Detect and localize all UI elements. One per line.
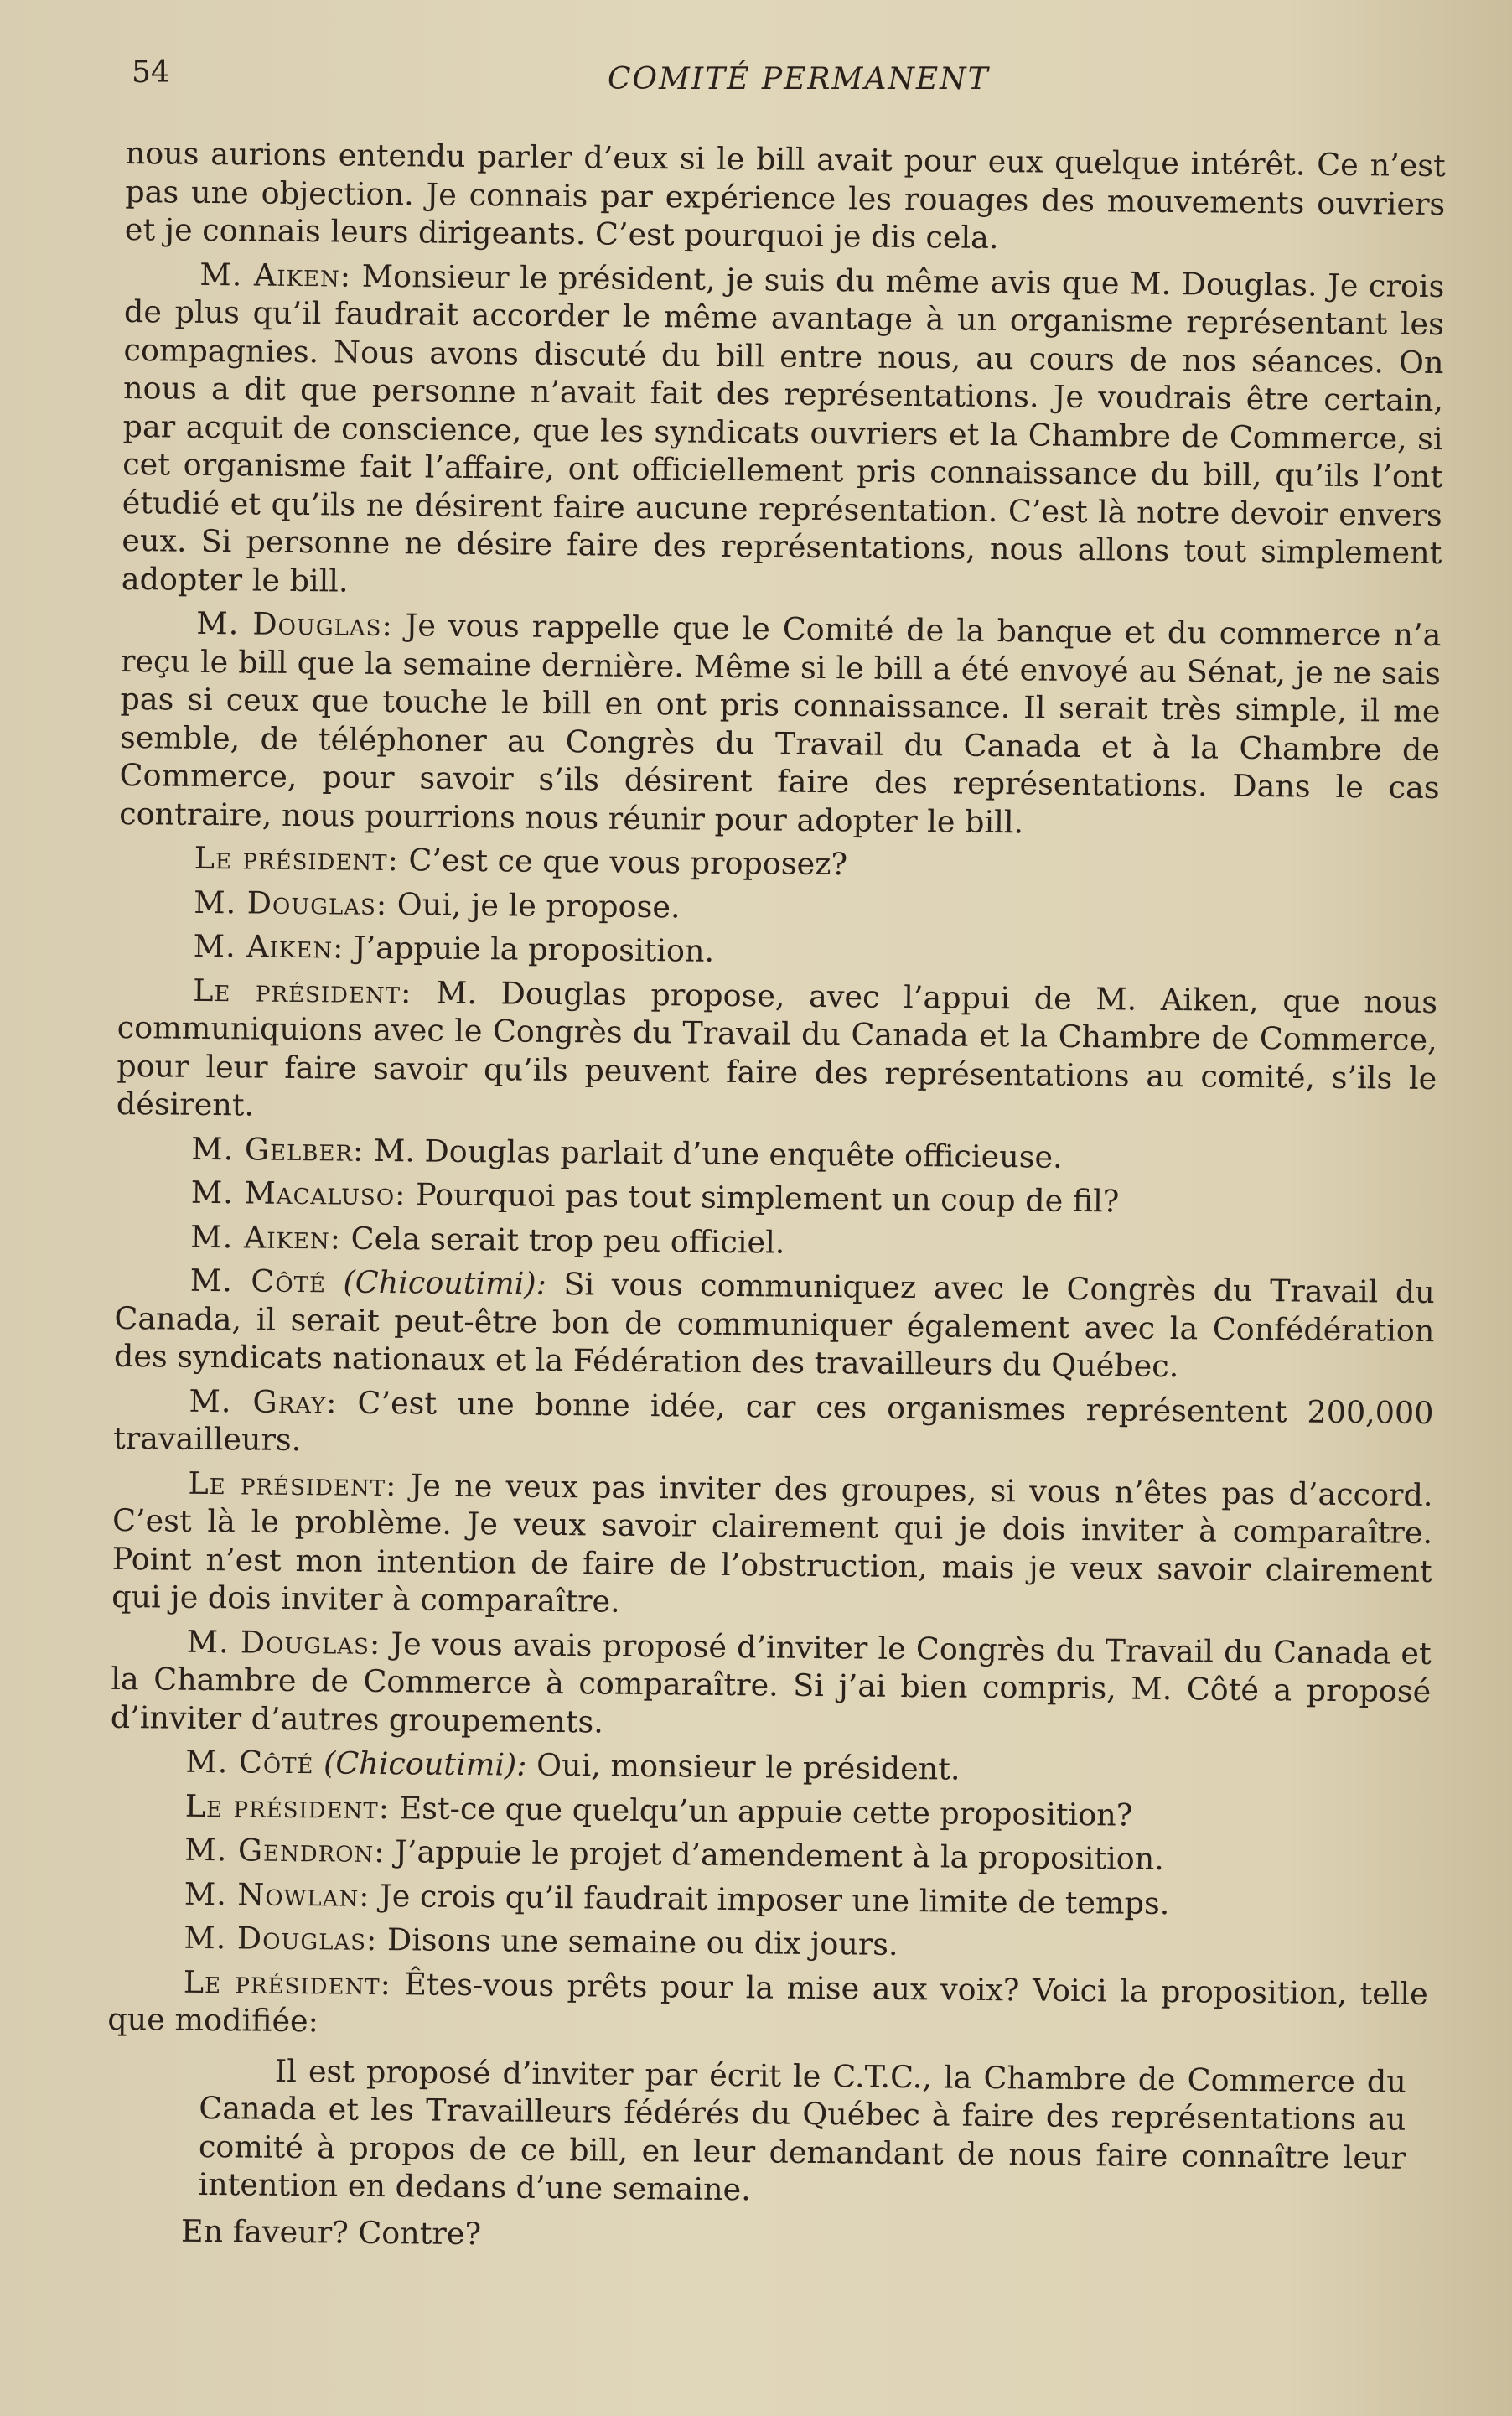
- paragraph: [117, 970, 1438, 1135]
- transcript-body: [106, 134, 1446, 2268]
- speaker-name: Le président:: [184, 1787, 391, 1826]
- paragraph: [116, 1173, 1436, 1224]
- paragraph: [111, 1463, 1433, 1628]
- paragraph-text: Est-ce que quelqu’un appuie cette proposition?: [399, 1789, 1133, 1833]
- paragraph-text: M. Douglas propose, avec l’appui de M. Aiken, que nous communiquions avec le Congrès du Travail du Canada et la Chambre de Commerce, pour leur faire savoir qu’ils peuvent faire des représentations au comité, s’ils le désirent.: [116, 974, 1438, 1123]
- paragraph-continuation: [125, 134, 1446, 262]
- paragraph: [110, 1786, 1430, 1837]
- paragraph-text: Je ne veux pas inviter des groupes, si vous n’êtes pas d’accord. C’est là le problème. Je veux savoir clairement qui je dois inviter à comparaître. Point n’est mon intention de faire de l’obstruction, mais je veux savoir clairement qui je dois inviter à comparaître.: [111, 1466, 1433, 1620]
- speaker-name: Le président:: [194, 839, 400, 879]
- motion-quote: Il est proposé d’inviter par écrit le C.T.C., la Chambre de Commerce du Canada et les Travailleurs fédérés du Québec à faire des représentations au comité à propos de ce bill, en leur demandant de nous faire connaître leur intention en dedans d’une semaine.: [198, 2052, 1406, 2208]
- paragraph: [122, 254, 1445, 610]
- paragraph-text: Pourquoi pas tout simplement un coup de fil?: [415, 1176, 1120, 1220]
- paragraph: [115, 1216, 1435, 1268]
- paragraph-text: Disons une semaine ou dix jours.: [386, 1921, 898, 1962]
- speaker-name: M. Macaluso:: [190, 1174, 406, 1213]
- paragraph: [113, 1381, 1434, 1470]
- paragraph: [109, 1830, 1429, 1881]
- speaker-name: M. Douglas:: [196, 604, 393, 644]
- paragraph-text: Si vous communiquez avec le Congrès du Travail du Canada, il serait peut-être bon de communiquer également avec la Confédération des syndicats nationaux et la Fédération des travailleurs du Québec.: [113, 1266, 1436, 1385]
- paragraph-text: C’est une bonne idée, car ces organismes représentent 200,000 travailleurs.: [112, 1384, 1434, 1459]
- speaker-name: M. Aiken:: [190, 1218, 342, 1257]
- paragraph: [108, 1918, 1428, 1969]
- paragraph-text: M. Douglas parlait d’une enquête officieuse.: [373, 1132, 1063, 1175]
- speaker-riding: (Chicoutimi):: [323, 1745, 527, 1783]
- paragraph-text: nous aurions entendu parler d’eux si le bill avait pour eux quelque intérêt. Ce n’est pas une objection. Je connais par expérience les rouages des mouvements ouvriers et je connais leurs dirigeants. C’est pourquoi je dis cela.: [124, 134, 1446, 257]
- closing-line: En faveur? Contre?: [180, 2212, 482, 2252]
- paragraph: [118, 882, 1438, 933]
- speaker-name: Le président:: [183, 1963, 392, 2002]
- page-number: 54: [132, 55, 170, 90]
- paragraph-text: Je vous rappelle que le Comité de la banque et du commerce n’a reçu le bill que la semaine dernière. Même si le bill a été envoyé au Sénat, je ne sais pas si ceux que touche le bill en ont pris connaissance. Il serait très simple, il me semble, de téléphoner au Congrès du Travail du Canada et à la Chambre de Commerce, pour savoir s’ils désirent faire des représentations. Dans le cas contraire, nous pourrions nous réunir pour adopter le bill.: [119, 607, 1442, 840]
- paragraph-text: Êtes-vous prêts pour la mise aux voix? Voici la proposition, telle que modifiée:: [107, 1965, 1428, 2040]
- speaker-name: M. Gray:: [189, 1382, 338, 1420]
- paragraph: [117, 926, 1437, 977]
- paragraph-text: J’appuie le projet d’amendement à la proposition.: [395, 1833, 1165, 1877]
- speaker-name: M. Gendron:: [184, 1831, 386, 1870]
- paragraph: [119, 604, 1442, 845]
- paragraph-text: Je vous avais proposé d’inviter le Congrès du Travail du Canada et la Chambre de Commerce à comparaître. Si j’ai bien compris, M. Côté a proposé d’inviter d’autres groupements.: [110, 1625, 1432, 1740]
- speaker-name: M. Côté: [189, 1262, 327, 1300]
- paragraph: [109, 1874, 1429, 1925]
- paragraph-text: Je crois qu’il faudrait imposer une limite de temps.: [379, 1877, 1170, 1921]
- speaker-name: M. Aiken:: [193, 927, 344, 966]
- speaker-name: M. Douglas:: [184, 1919, 378, 1957]
- paragraph: [111, 1621, 1432, 1749]
- running-title: COMITÉ PERMANENT: [608, 62, 990, 96]
- page-header: [130, 55, 1437, 106]
- speaker-name: M. Aiken:: [199, 256, 352, 294]
- speaker-name: Le président:: [192, 972, 412, 1010]
- paragraph-text: Monsieur le président, je suis du même avis que M. Douglas. Je crois de plus qu’il faudrait accorder le même avantage à un organisme représentant les compagnies. Nous avons discuté du bill entre nous, au cours de nos séances. On nous a dit que personne n’avait fait des représentations. Je voudrais être certain, par acquit de conscience, que les syndicats ouvriers et la Chambre de Commerce, si cet organisme fait l’affaire, ont officiellement pris connaissance du bill, qu’ils l’ont étudié et qu’ils ne désirent faire aucune représentation. C’est là notre devoir envers eux. Si personne ne désire faire des représentations, nous allons tout simplement adopter le bill.: [121, 257, 1445, 599]
- speaker-riding: (Chicoutimi):: [343, 1263, 547, 1302]
- speaker-name: M. Douglas:: [194, 884, 388, 922]
- paragraph: [114, 1261, 1435, 1388]
- speaker-name: M. Côté: [185, 1743, 314, 1781]
- paragraph-text: C’est ce que vous proposez?: [408, 842, 848, 883]
- paragraph-text: Oui, je le propose.: [396, 885, 681, 925]
- paragraph: [116, 1128, 1436, 1179]
- speaker-name: M. Gelber:: [191, 1130, 365, 1169]
- speaker-name: M. Nowlan:: [184, 1875, 370, 1914]
- speaker-name: Le président:: [188, 1465, 397, 1503]
- paragraph-text: J’appuie la proposition.: [353, 929, 715, 969]
- speaker-name: M. Douglas:: [186, 1623, 381, 1662]
- paragraph: [118, 838, 1438, 889]
- paragraph: [107, 1962, 1428, 2050]
- paragraph: [110, 1742, 1430, 1793]
- paragraph-text: Oui, monsieur le président.: [536, 1746, 961, 1787]
- paragraph-text: Cela serait trop peu officiel.: [350, 1220, 785, 1261]
